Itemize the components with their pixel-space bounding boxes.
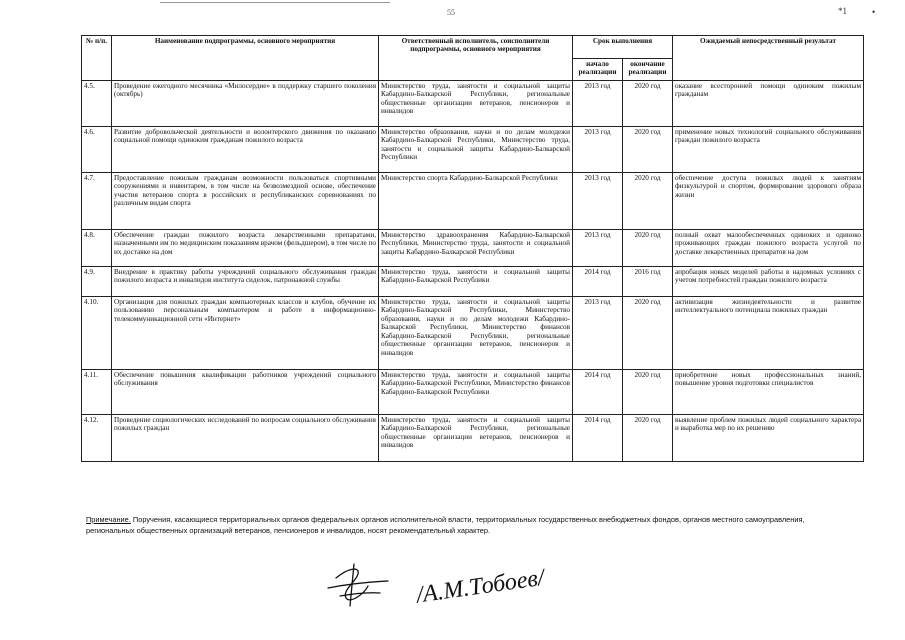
row-name: Развитие добровольческой деятельности и волонтерского движения по оказанию социальной помощи одиноким гражданам пожилого возраста [112, 127, 379, 173]
header-no: № п/п. [82, 36, 112, 81]
row-number: 4.6. [82, 127, 112, 173]
row-end: 2020 год [623, 230, 673, 267]
table-row [82, 297, 864, 370]
row-responsible: Министерство труда, занятости и социальной защиты Кабардино-Балкарской Республики, Министерство финансов Кабардино-Балкарской Республики [379, 370, 573, 415]
row-name: Организация для пожилых граждан компьютерных классов и клубов, обучение их пользованию персональным компьютером и работе в информационно-телекоммуникационной сети «Интернет» [112, 297, 379, 370]
table-row [82, 81, 864, 127]
row-start: 2014 год [573, 370, 623, 415]
row-end: 2016 год [623, 267, 673, 297]
row-responsible: Министерство труда, занятости и социальной защиты Кабардино-Балкарской Республики [379, 267, 573, 297]
row-name: Проведение ежегодного месячника «Милосердие» в поддержку старшего поколения (октябрь) [112, 81, 379, 127]
row-responsible: Министерство труда, занятости и социальной защиты Кабардино-Балкарской Республики, Министерство образования, науки и по делам молодежи Кабардино-Балкарской Республики, Министерство финансов Кабардино-Балкарской Республики, региональные общественные организации ветеранов, пенсионеров и инвалидов [379, 297, 573, 370]
row-number: 4.12. [82, 415, 112, 462]
signature [318, 548, 588, 610]
header-start: начало реализации [573, 59, 623, 81]
table-row [82, 370, 864, 415]
top-rule [160, 2, 390, 3]
table-row [82, 267, 864, 297]
footnote [86, 514, 846, 537]
row-number: 4.9. [82, 267, 112, 297]
row-responsible: Министерство здравоохранения Кабардино-Балкарской Республики, Министерство труда, занятости и социальной защиты Кабардино-Балкарской Республики [379, 230, 573, 267]
program-table [81, 35, 864, 462]
table-body [82, 81, 864, 462]
header-end: окончание реализации [623, 59, 673, 81]
row-result: полный охват малообеспеченных одиноких и одиноко проживающих граждан пожилого возраста услугой по доставке лекарственных препаратов на дом [673, 230, 864, 267]
row-responsible: Министерство труда, занятости и социальной защиты Кабардино-Балкарской Республики, региональные общественные организации ветеранов, пенсионеров и инвалидов [379, 81, 573, 127]
row-responsible: Министерство труда, занятости и социальной защиты Кабардино-Балкарской Республики, региональные общественные организации ветеранов, пенсионеров и инвалидов [379, 415, 573, 462]
row-end: 2020 год [623, 81, 673, 127]
footnote-label: Примечание. [86, 515, 131, 524]
row-end: 2020 год [623, 370, 673, 415]
corner-dot: • [872, 7, 876, 17]
table-row [82, 415, 864, 462]
row-number: 4.5. [82, 81, 112, 127]
row-end: 2020 год [623, 297, 673, 370]
row-result: обеспечение доступа пожилых людей к занятиям физкультурой и спортом, формирование здорового образа жизни [673, 173, 864, 230]
row-result: выявление проблем пожилых людей социального характера и выработка мер по их решению [673, 415, 864, 462]
row-result: активизация жизнедеятельности и развитие интеллектуального потенциала пожилых граждан [673, 297, 864, 370]
row-start: 2013 год [573, 173, 623, 230]
row-name: Обеспечение повышения квалификации работников учреждений социального обслуживания [112, 370, 379, 415]
row-responsible: Министерство спорта Кабардино-Балкарской Республики [379, 173, 573, 230]
row-result: апробация новых моделей работы в надомных условиях с учетом потребностей граждан пожилого возраста [673, 267, 864, 297]
row-name: Предоставление пожилым гражданам возможности пользоваться спортивными сооружениями и инвентарем, в том числе на безвозмездной основе, обеспечение участия ветеранов спорта в российских и республиканских соревнованиях по различным видам спорта [112, 173, 379, 230]
row-start: 2014 год [573, 415, 623, 462]
row-number: 4.10. [82, 297, 112, 370]
row-start: 2013 год [573, 81, 623, 127]
signature-name: /А.М.Тобоев/ [414, 564, 547, 609]
table-row [82, 173, 864, 230]
row-responsible: Министерство образования, науки и по делам молодежи Кабардино-Балкарской Республики, Министерство труда, занятости и социальной защиты Кабардино-Балкарской Республики [379, 127, 573, 173]
row-result: оказание всесторонней помощи одиноким пожилым гражданам [673, 81, 864, 127]
header-name: Наименование подпрограммы, основного мероприятия [112, 36, 379, 81]
row-number: 4.7. [82, 173, 112, 230]
header-responsible: Ответственный исполнитель, соисполнители подпрограммы, основного мероприятия [379, 36, 573, 81]
row-name: Обеспечение граждан пожилого возраста лекарственными препаратами, назначенными им по медицинским показаниям врачом (фельдшером), в том числе по их доставке на дом [112, 230, 379, 267]
row-end: 2020 год [623, 127, 673, 173]
row-result: приобретение новых профессиональных знаний, повышение уровня подготовки специалистов [673, 370, 864, 415]
row-name: Внедрение в практику работы учреждений социального обслуживания граждан пожилого возраста и инвалидов института сиделок, патронажной службы [112, 267, 379, 297]
page-number: 55 [447, 8, 455, 17]
row-name: Проведение социологических исследований по вопросам социального обслуживания пожилых граждан [112, 415, 379, 462]
row-start: 2014 год [573, 267, 623, 297]
row-end: 2020 год [623, 415, 673, 462]
header-result: Ожидаемый непосредственный результат [673, 36, 864, 81]
table-row [82, 127, 864, 173]
row-end: 2020 год [623, 173, 673, 230]
signature-scribble [328, 564, 388, 606]
row-number: 4.11. [82, 370, 112, 415]
row-start: 2013 год [573, 230, 623, 267]
row-result: применение новых технологий социального обслуживания граждан пожилого возраста [673, 127, 864, 173]
table-row [82, 230, 864, 267]
row-number: 4.8. [82, 230, 112, 267]
corner-mark: *1 [838, 6, 847, 16]
row-start: 2013 год [573, 127, 623, 173]
row-start: 2013 год [573, 297, 623, 370]
header-term: Срок выполнения [573, 36, 673, 59]
footnote-text: Поручения, касающиеся территориальных органов федеральных органов исполнительной власти, территориальных государственных внебюджетных фондов, органов местного самоуправления, региональных общественных организаций ветеранов, пенсионеров и инвалидов, носят рекомендательный характер. [86, 515, 805, 536]
